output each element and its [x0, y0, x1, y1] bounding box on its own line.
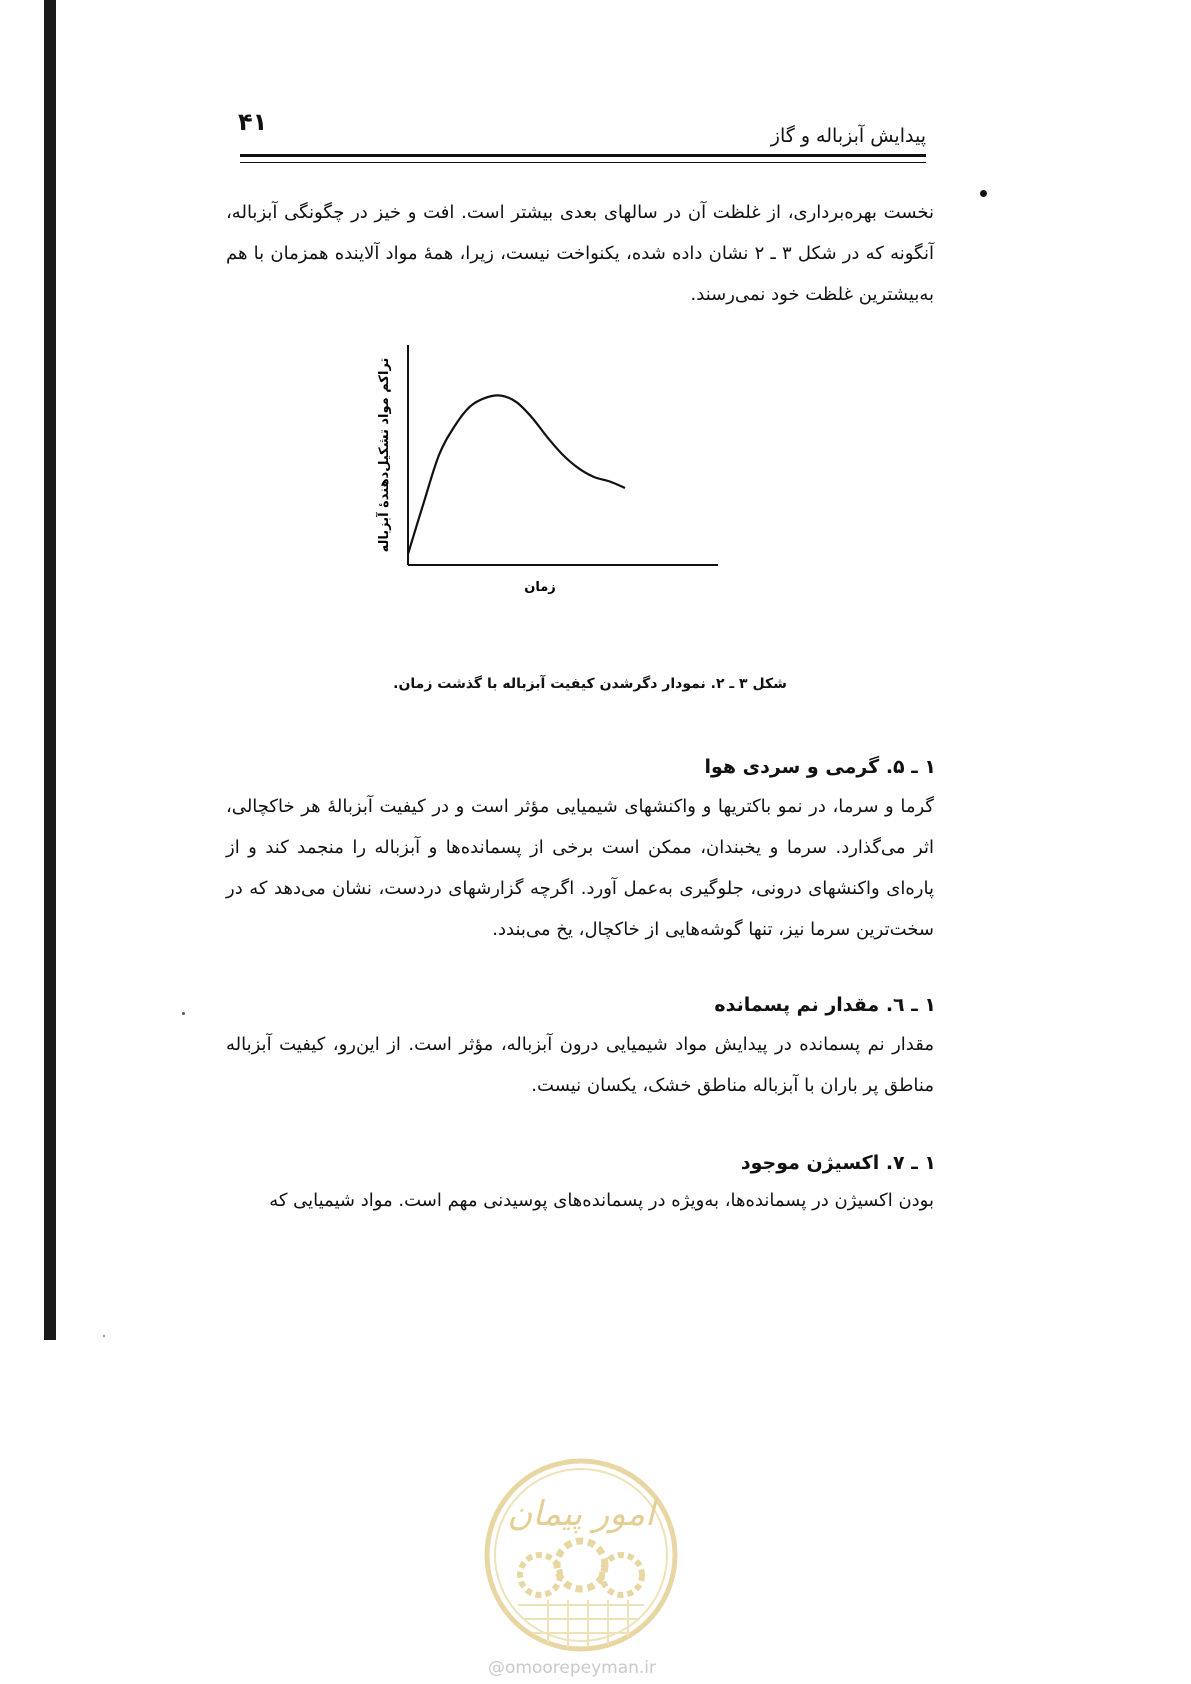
header-rule-thin	[240, 162, 926, 163]
body-paragraph: گرما و سرما، در نمو باکتریها و واکنشهای شیمیایی مؤثر است و در کیفیت آبزبالهٔ هر خاکچالی، اثر می‌گذارد. سرما و یخبندان، ممکن است برخی از پسمانده‌ها و آبزباله را منجمد کند و از پاره‌ای واکنشهای درونی، جلوگیری به‌عمل آورد. اگرچه گزارشهای دردست، نشان می‌دهد که در سخت‌ترین سرما نیز، تنها گوشه‌هایی از خاکچال، یخ می‌بندد.	[226, 796, 934, 940]
section-heading: ۱ ـ ۷. اکسیژن موجود	[740, 1152, 936, 1174]
watermark-url: @omoorepeyman.ir	[488, 1658, 657, 1678]
body-paragraph: بودن اکسیژن در پسمانده‌ها، به‌ویژه در پسمانده‌های پوسیدنی مهم است. مواد شیمیایی که	[269, 1190, 934, 1211]
scan-speck	[182, 1012, 185, 1015]
stamp-logo-text: امور پیمان	[507, 1494, 655, 1534]
series-points	[408, 396, 625, 554]
y-axis-label: تراکم مواد تشکیل‌دهندهٔ آبزباله	[377, 357, 392, 553]
header-rule-thick	[240, 154, 926, 157]
gear-icon	[520, 1541, 642, 1595]
stamp-ring	[487, 1461, 675, 1649]
section-heading: ۱ ـ ٦. مقدار نم پسمانده	[714, 994, 936, 1016]
watermark-stamp	[478, 1455, 684, 1655]
running-title: پیدایش آبزباله و گاز	[770, 125, 926, 147]
scan-speck	[103, 1335, 105, 1337]
section-heading: ۱ ـ ۵. گرمی و سردی هوا	[704, 756, 936, 778]
page-number: ۴۱	[238, 108, 268, 136]
body-paragraph: نخست بهره‌برداری، از غلظت آن در سالهای بعدی بیشتر است. افت و خیز در چگونگی آبزباله، آنگونه که در شکل ۳ ـ ۲ نشان داده شده، یکنواخت نیست، زیرا، همهٔ مواد آلاینده همزمان با هم به‌بیشترین غلظت خود نمی‌رسند.	[226, 202, 934, 305]
series-line	[408, 395, 625, 554]
x-axis-label: زمان	[524, 580, 556, 595]
scan-edge-bar	[44, 0, 56, 1340]
body-paragraph: مقدار نم پسمانده در پیدایش مواد شیمیایی درون آبزباله، مؤثر است. از این‌رو، کیفیت آبزباله مناطق پر باران با آبزباله مناطق خشک، یکسان نیست.	[226, 1034, 934, 1096]
figure-caption: شکل ۳ ـ ۲. نمودار دگرشدن کیفیت آبزباله با گذشت زمان.	[393, 676, 787, 692]
margin-dot	[980, 190, 987, 197]
quality-over-time-chart	[377, 355, 730, 605]
